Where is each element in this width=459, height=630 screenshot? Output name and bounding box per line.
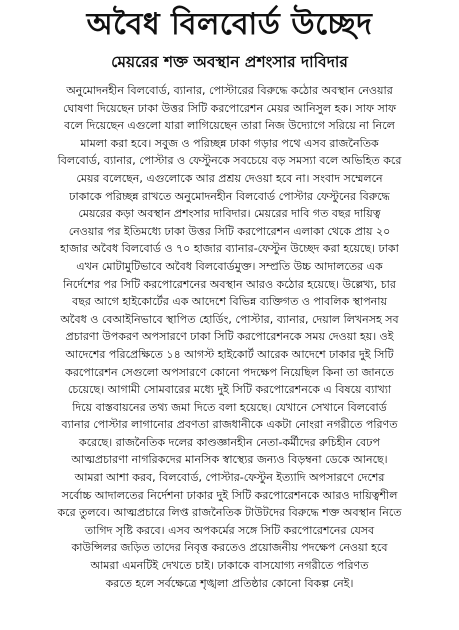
article-line: মেয়র বলেছেন, এগুলোকে আর প্রশ্রয় দেওয়া হবে না। সংবাদ সম্মেলনে [76,171,383,185]
article-line: বছর আগে হাইকোর্টের এক আদেশে বিভিন্ন ব্যক্তিগত ও পাবলিক স্থাপনায় [72,295,387,309]
article-line: নির্দেশের পর সিটি করপোরেশনের অবস্থান আরও কঠোর হয়েছে। উল্লেখ্য, চার [63,277,396,291]
article-line: বিলবোর্ড, ব্যানার, পোস্টার ও ফেস্টুনকে সবচেয়ে বড় সমস্যা বলে অভিহিত করে [57,154,402,168]
article-line: সর্বোচ্চ আদালতের নির্দেশনা ঢাকার দুই সিটি করপোরেশনকে আরও দায়িত্বশীল [61,488,398,502]
article-line: কাউন্সিলর জড়িত তাদের নিবৃত্ত করতেও প্রয়োজনীয় পদক্ষেপ নেওয়া হবে [71,541,388,555]
article-line: ব্যানার পোস্টার লাগানোর প্রবণতা রাজধানীকে একটা নোংরা নগরীতে পরিণত [61,418,398,432]
article-line: আমরা এমনটিই দেখতে চাই। ঢাকাকে বাসযোগ্য নগরীতে পরিণত [90,559,369,573]
article-line: চেয়েছে। আগামী সোমবারের মধ্যে দুই সিটি করপোরেশনকে এ বিষয়ে ব্যাখ্যা [67,383,392,397]
subheadline: মেয়রের শক্ত অবস্থান প্রশংসার দাবিদার [111,53,348,71]
article-line: করে তুলবে। আত্মপ্রচারে লিপ্ত রাজনৈতিক টাউটদের বিরুদ্ধে শক্ত অবস্থান নিতে [57,506,402,520]
article-line: করপোরেশন সেগুলো অপসারণে কোনো পদক্ষেপ নিয়েছিল কিনা তা জানতে [65,365,394,379]
article-line: বলে দিয়েছেন এগুলো যারা লাগিয়েছেন তারা নিজ উদ্যোগে সরিয়ে না নিলে [64,119,395,133]
headline: অবৈধ বিলবোর্ড উচ্ছেদ [86,7,373,42]
article-line: আমরা আশা করব, বিলবোর্ড, পোস্টার-ফেস্টুন ইত্যাদি অপসারণে দেশের [74,471,385,485]
article-line: ঘোষণা দিয়েছেন ঢাকা উত্তর সিটি করপোরেশন মেয়র আনিসুল হক। সাফ সাফ [62,101,396,115]
article-line: মেয়রের কড়া অবস্থান প্রশংসার দাবিদার। মেয়রের দাবি গত বছর দায়িত্ব [78,207,381,221]
article-line: তাগিদ সৃষ্টি করবে। এসব অপকর্মের সঙ্গে সিটি করপোরেশনের যেসব [84,523,375,537]
article-line: করতে হলে সর্বক্ষেত্রে শৃঙ্খলা প্রতিষ্ঠার কোনো বিকল্প নেই। [105,576,354,590]
article-body [10,82,449,592]
article-line: করেছে। রাজনৈতিক দলের কাণ্ডজ্ঞানহীন নেতা-কর্মীদের রুচিহীন বেঢপ [79,435,380,449]
article-line: অনুমোদনহীন বিলবোর্ড, ব্যানার, পোস্টারের বিরুদ্ধে কঠোর অবস্থান নেওয়ার [66,84,393,97]
article-line: এখন মোটামুটিভাবে অবৈধ বিলবোর্ডমুক্ত। সম্প্রতি উচ্চ আদালতের এক [76,259,383,273]
article-line: হাজার অবৈধ বিলবোর্ড ও ৭০ হাজার ব্যানার-ফেস্টুন উচ্ছেদ করা হয়েছে। ঢাকা [60,242,399,256]
article-line: নেওয়ার পর ইতিমধ্যে ঢাকা উত্তর সিটি করপোরেশন এলাকা থেকে প্রায় ২০ [68,224,391,238]
article-line: মামলা করা হবে। সবুজ ও পরিচ্ছন্ন ঢাকা গড়ার পথে এসব রাজনৈতিক [80,136,379,150]
article-line: আত্মপ্রচারণা নাগরিকদের মানসিক স্বাস্থ্যের জন্যও বিড়ম্বনা ডেকে আনছে। [71,453,388,467]
article-line: দিয়ে বাস্তবায়নের তথ্য জমা দিতে বলা হয়েছে। যেখানে সেখানে বিলবোর্ড [72,400,387,414]
article-line: অবৈধ ও বেআইনিভাবে স্থাপিত হোর্ডিং, পোস্টার, ব্যানার, দেয়াল লিখনসহ সব [60,312,399,326]
cropped-top-edge [10,0,449,4]
article-line: ঢাকাকে পরিচ্ছন্ন রাখতে অনুমোদনহীন বিলবোর্ড পোস্টার ফেস্টুনের বিরুদ্ধে [69,189,390,203]
article-line: আদেশের পরিপ্রেক্ষিতে ১৪ আগস্ট হাইকোর্ট আরেক আদেশে ঢাকার দুই সিটি [65,347,394,361]
article-line: প্রচারণা উপকরণ অপসারণে ঢাকা সিটি করপোরেশনকে সময় দেওয়া হয়। ওই [65,330,394,344]
